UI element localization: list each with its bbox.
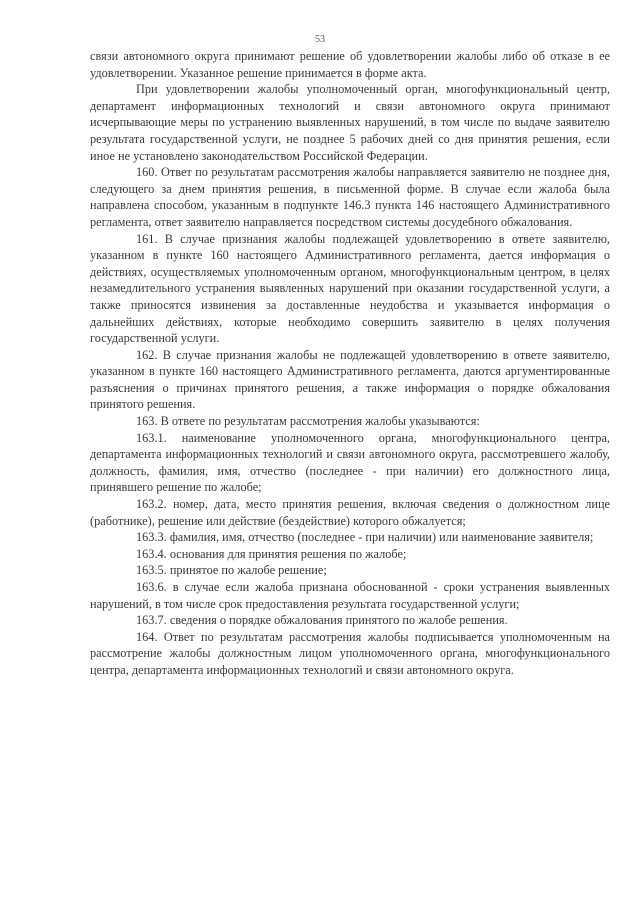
paragraph-164: 164. Ответ по результатам рассмотрения жалобы подписывается уполномоченным на рассмотрение жалобы должностным лицом уполномоченного органа, многофункционального центра, департамента информационных технологий и связи автономного округа.	[90, 629, 610, 677]
paragraph-163-1: 163.1. наименование уполномоченного органа, многофункционального центра, департамента информационных технологий и связи автономного округа, рассмотревшего жалобу, должность, фамилия, имя, отчество (последнее - при наличии) его должностного лица, принявшего решение по жалобе;	[90, 430, 610, 495]
paragraph-163-4: 163.4. основания для принятия решения по жалобе;	[136, 546, 407, 561]
paragraph-continuation: связи автономного округа принимают решение об удовлетворении жалобы либо об отказе в ее удовлетворении. Указанное решение принимается в форме акта.	[90, 49, 610, 80]
paragraph-162: 162. В случае признания жалобы не подлежащей удовлетворению в ответе заявителю, указанном в пункте 160 настоящего Административного регламента, даются аргументированные разъяснения о причинах принятого решения, а также информация о порядке обжалования принятого решения.	[90, 347, 610, 412]
paragraph-163-3: 163.3. фамилия, имя, отчество (последнее - при наличии) или наименование заявителя;	[136, 530, 594, 545]
paragraph-163-6: 163.6. в случае если жалоба признана обоснованной - сроки устранения выявленных нарушений, в том числе срок предоставления результата государственной услуги;	[90, 580, 610, 611]
paragraph-satisfaction-measures: При удовлетворении жалобы уполномоченный орган, многофункциональный центр, департамент информационных технологий и связи автономного округа принимают исчерпывающие меры по устранению выявленных нарушений, в том числе по выдаче заявителю результата государственной услуги, не позднее 5 рабочих дней со дня принятия решения, если иное не установлено законодательством Российской Федерации.	[90, 82, 610, 163]
paragraph-163-7: 163.7. сведения о порядке обжалования принятого по жалобе решения.	[136, 613, 508, 628]
paragraph-161: 161. В случае признания жалобы подлежащей удовлетворению в ответе заявителю, указанном в пункте 160 настоящего Административного регламента, дается информация о действиях, осуществляемых уполномоченным органом, многофункциональным центром, в целях незамедлительного устранения выявленных нарушений при оказании государственной услуги, а также приносятся извинения за доставленные неудобства и указывается информация о дальнейших действиях, которые необходимо совершить заявителю в целях получения государственной услуги.	[90, 231, 610, 346]
paragraph-163-2: 163.2. номер, дата, место принятия решения, включая сведения о должностном лице (работнике), решение или действие (бездействие) которого обжалуется;	[90, 497, 610, 528]
paragraph-160: 160. Ответ по результатам рассмотрения жалобы направляется заявителю не позднее дня, следующего за днем принятия решения, в письменной форме. В случае если жалоба была направлена способом, указанным в подпункте 146.3 пункта 146 настоящего Административного регламента, ответ заявителю направляется посредством системы досудебного обжалования.	[90, 165, 610, 229]
page-number: 53	[315, 34, 325, 45]
document-body	[90, 48, 610, 679]
paragraph-163-5: 163.5. принятое по жалобе решение;	[136, 563, 327, 578]
paragraph-163: 163. В ответе по результатам рассмотрения жалобы указываются:	[136, 414, 480, 429]
